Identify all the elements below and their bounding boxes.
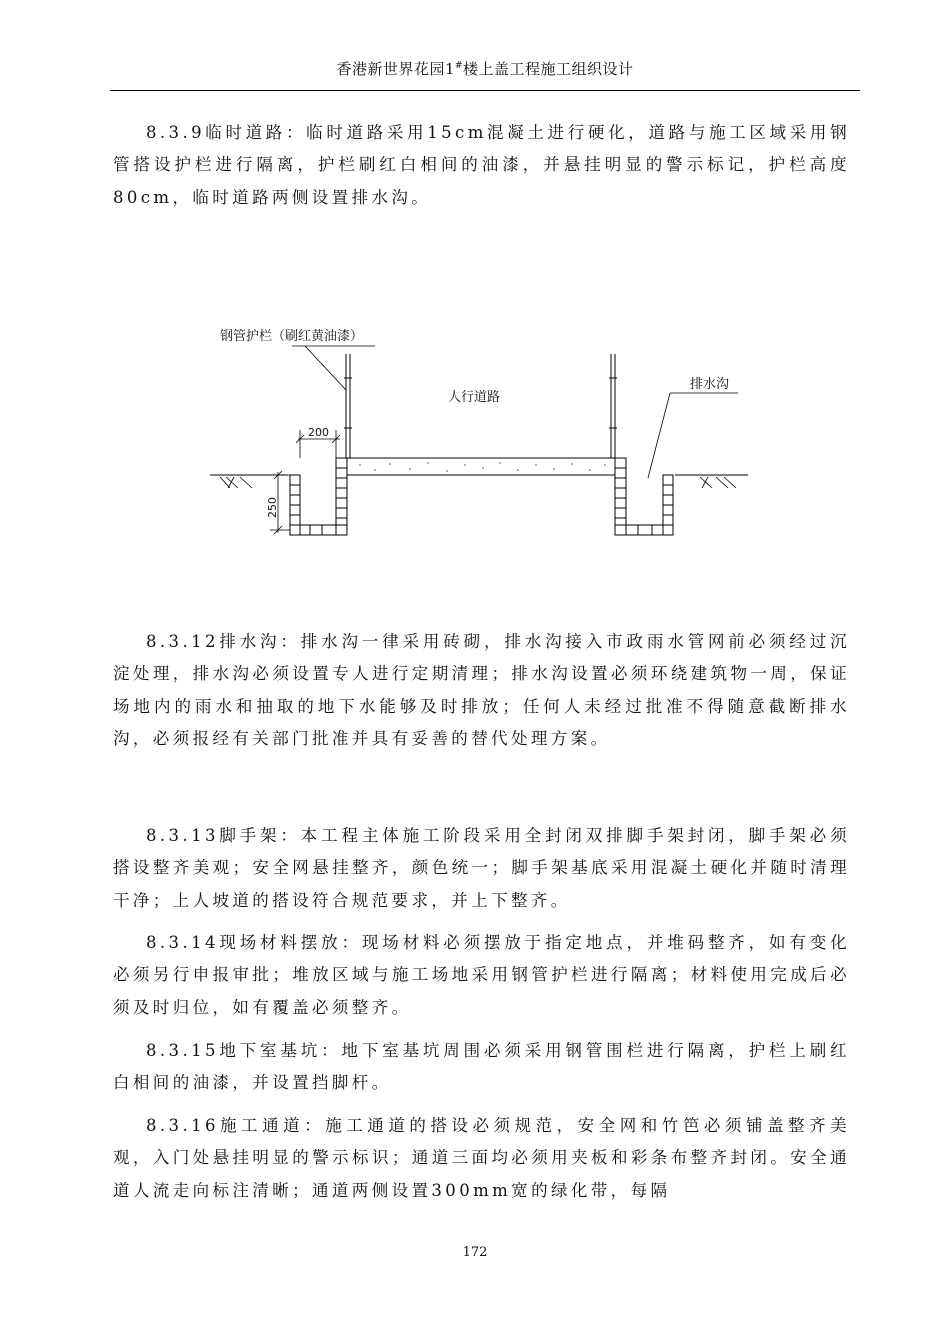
railing-label: 钢管护栏（刷红黄油漆） xyxy=(220,329,364,344)
paragraph-8-3-12: 8.3.12排水沟：排水沟一律采用砖砌，排水沟接入市政雨水管网前必须经过沉淀处理，排水沟必须设置专人进行定期清理；排水沟设置必须环绕建筑物一周，保证场地内的雨水和抽取的地下水能够及时排放；任何人未经过批准不得随意截断排水沟，必须报经有关部门批准并具有妥善的替代处理方案。 xyxy=(113,632,850,749)
drain-label: 排水沟 xyxy=(690,377,730,392)
walkway-label: 人行道路 xyxy=(448,390,501,405)
paragraph-8-3-14: 8.3.14现场材料摆放：现场材料必须摆放于指定地点，并堆码整齐，如有变化必须另行申报审批；堆放区域与施工场地采用钢管护栏进行隔离；材料使用完成后必须及时归位，如有覆盖必须整齐。 xyxy=(113,933,850,1017)
page-header: 香港新世界花园1#楼上盖工程施工组织设计 xyxy=(336,60,634,78)
steel-pipe-railing xyxy=(344,354,617,458)
dimension-depth-label: 250 xyxy=(266,497,279,518)
left-drain-ditch xyxy=(290,458,347,535)
paragraph-8-3-15: 8.3.15地下室基坑：地下室基坑周围必须采用钢管围栏进行隔离，护栏上刷红白相间的油漆，并设置挡脚杆。 xyxy=(113,1041,850,1093)
paragraph-8-3-16: 8.3.16施工通道：施工通道的搭设必须规范，安全网和竹笆必须铺盖整齐美观，入门处悬挂明显的警示标识；通道三面均必须用夹板和彩条布整齐封闭。安全通道人流走向标注清晰；通道两侧设置300mm宽的绿化带，每隔 xyxy=(113,1116,850,1200)
road-section-diagram xyxy=(200,318,760,548)
concrete-walkway-slab xyxy=(347,458,615,475)
header-rule xyxy=(110,90,860,91)
paragraph-8-3-9: 8.3.9临时道路：临时道路采用15cm混凝土进行硬化，道路与施工区域采用钢管搭设护栏进行隔离，护栏刷红白相间的油漆，并悬挂明显的警示标记，护栏高度80cm，临时道路两侧设置排水沟。 xyxy=(113,123,850,207)
paragraph-8-3-13: 8.3.13脚手架：本工程主体施工阶段采用全封闭双排脚手架封闭，脚手架必须搭设整齐美观；安全网悬挂整齐，颜色统一；脚手架基底采用混凝土硬化并随时清理干净；上人坡道的搭设符合规范要求，并上下整齐。 xyxy=(113,826,850,910)
page-number: 172 xyxy=(462,1245,488,1260)
dimension-width-label: 200 xyxy=(308,426,329,439)
right-drain-ditch xyxy=(615,458,673,535)
